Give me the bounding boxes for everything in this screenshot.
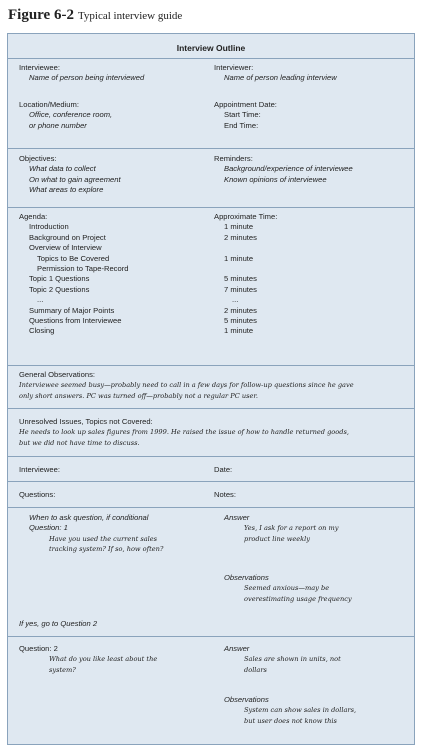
objectives-section bbox=[8, 148, 414, 208]
answer-note: dollars bbox=[244, 665, 267, 674]
figure-caption: Typical interview guide bbox=[77, 10, 183, 22]
observations-note: but user does not know this bbox=[244, 716, 337, 725]
general-observations-label: General Observations: bbox=[19, 370, 95, 379]
agenda-item: Topic 2 Questions bbox=[29, 284, 90, 294]
agenda-item: Permission to Tape-Record bbox=[37, 264, 129, 274]
agenda-item: Introduction bbox=[29, 222, 69, 232]
question-1-text: tracking system? If so, how often? bbox=[49, 545, 164, 554]
agenda-item: Questions from Interviewee bbox=[29, 316, 122, 326]
reminders-block bbox=[214, 154, 353, 185]
agenda-time: 2 minutes bbox=[224, 232, 257, 242]
general-observations-note: Interviewee seemed busy—probably need to call in a few days for follow-up questions since he gave bbox=[19, 381, 354, 390]
question-2-label: Question: 2 bbox=[19, 644, 58, 653]
appointment-block bbox=[214, 100, 277, 131]
interviewee-label: Interviewee: bbox=[19, 63, 60, 72]
location-section bbox=[8, 96, 414, 148]
question-2-notes bbox=[214, 644, 341, 675]
objective-item: What areas to explore bbox=[29, 185, 104, 195]
question-2-block bbox=[19, 644, 157, 675]
agenda-time bbox=[214, 264, 277, 274]
page2-date-label: Date: bbox=[214, 465, 233, 474]
interviewer-block bbox=[214, 63, 337, 84]
agenda-item: Summary of Major Points bbox=[29, 305, 115, 315]
agenda-item: Topic 1 Questions bbox=[29, 274, 90, 284]
observations-note: System can show sales in dollars, bbox=[244, 706, 357, 715]
question-1-followup: If yes, go to Question 2 bbox=[19, 619, 98, 628]
question-1-condition: When to ask question, if conditional bbox=[29, 513, 149, 522]
agenda-item: Overview of Interview bbox=[29, 243, 102, 253]
agenda-label: Agenda: bbox=[19, 212, 48, 221]
interviewee-block bbox=[19, 63, 144, 84]
agenda-item: Topics to Be Covered bbox=[37, 253, 110, 263]
agenda-items bbox=[19, 212, 128, 337]
unresolved-label: Unresolved Issues, Topics not Covered: bbox=[19, 417, 153, 426]
questions-header-section bbox=[8, 481, 414, 508]
agenda-time: 5 minutes bbox=[224, 316, 257, 326]
question-1-text: Have you used the current sales bbox=[49, 534, 158, 543]
general-observations-block bbox=[19, 370, 354, 401]
question-1-block bbox=[19, 513, 163, 554]
interviewer-value: Name of person leading interview bbox=[224, 73, 337, 83]
figure-title bbox=[8, 6, 182, 24]
reminder-item: Known opinions of interviewee bbox=[224, 174, 327, 184]
general-observations-note: only short answers. PC was turned off—probably not a regular PC user. bbox=[19, 391, 258, 400]
unresolved-note: but we did not have time to discuss. bbox=[19, 438, 140, 447]
objective-item: What data to collect bbox=[29, 164, 96, 174]
time-label: Approximate Time: bbox=[214, 212, 278, 221]
agenda-time: 5 minutes bbox=[224, 274, 257, 284]
answer-note: product line weekly bbox=[244, 534, 310, 543]
start-time-label: Start Time: bbox=[224, 110, 261, 120]
notes-label: Notes: bbox=[214, 490, 236, 499]
agenda-item: Background on Project bbox=[29, 232, 106, 242]
interview-outline-panel bbox=[7, 33, 415, 745]
question-1-label: Question: 1 bbox=[29, 523, 68, 533]
end-time-label: End Time: bbox=[224, 120, 259, 130]
page2-header-section bbox=[8, 456, 414, 482]
questions-label: Questions: bbox=[19, 490, 56, 499]
answer-note: Sales are shown in units, not bbox=[244, 655, 341, 664]
observations-label: Observations bbox=[224, 573, 269, 582]
objectives-block bbox=[19, 154, 121, 196]
location-block bbox=[19, 100, 112, 131]
agenda-time: 1 minute bbox=[224, 253, 254, 263]
appointment-label: Appointment Date: bbox=[214, 100, 277, 109]
observations-note: overestimating usage frequency bbox=[244, 594, 352, 603]
agenda-time: 2 minutes bbox=[224, 305, 257, 315]
page2-interviewee-label: Interviewee: bbox=[19, 465, 60, 474]
question-2-observations bbox=[214, 695, 356, 726]
agenda-item: ... bbox=[37, 295, 44, 305]
location-label: Location/Medium: bbox=[19, 100, 79, 109]
observations-note: Seemed anxious—may be bbox=[244, 584, 330, 593]
question-1-notes bbox=[214, 513, 338, 544]
question-2-section bbox=[8, 636, 414, 745]
answer-note: Yes, I ask for a report on my bbox=[244, 524, 339, 533]
unresolved-block bbox=[19, 417, 349, 448]
unresolved-note: He needs to look up sales figures from 1999. He raised the issue of how to handle returned goods, bbox=[19, 428, 349, 437]
location-line: or phone number bbox=[29, 120, 87, 130]
question-2-text: What do you like least about the bbox=[49, 655, 158, 664]
outline-title: Interview Outline bbox=[176, 43, 246, 53]
location-line: Office, conference room, bbox=[29, 110, 113, 120]
reminders-label: Reminders: bbox=[214, 154, 253, 163]
objective-item: On what to gain agreement bbox=[29, 174, 121, 184]
general-observations-section bbox=[8, 365, 414, 409]
interviewee-section bbox=[8, 58, 414, 91]
observations-label: Observations bbox=[224, 695, 269, 704]
reminder-item: Background/experience of interviewee bbox=[224, 164, 353, 174]
agenda-time: 7 minutes bbox=[224, 284, 257, 294]
agenda-time: ... bbox=[232, 295, 239, 305]
objectives-label: Objectives: bbox=[19, 154, 57, 163]
question-1-section bbox=[8, 507, 414, 637]
interviewer-label: Interviewer: bbox=[214, 63, 254, 72]
agenda-time: 1 minute bbox=[224, 326, 254, 336]
figure-number: Figure 6-2 bbox=[8, 7, 74, 23]
agenda-time: 1 minute bbox=[224, 222, 254, 232]
unresolved-section bbox=[8, 408, 414, 457]
agenda-times bbox=[214, 212, 277, 337]
agenda-time bbox=[214, 243, 277, 253]
question-2-text: system? bbox=[49, 665, 76, 674]
question-1-observations bbox=[214, 573, 352, 604]
interviewee-value: Name of person being interviewed bbox=[29, 73, 145, 83]
agenda-item: Closing bbox=[29, 326, 55, 336]
answer-label: Answer bbox=[224, 513, 250, 522]
answer-label: Answer bbox=[224, 644, 250, 653]
